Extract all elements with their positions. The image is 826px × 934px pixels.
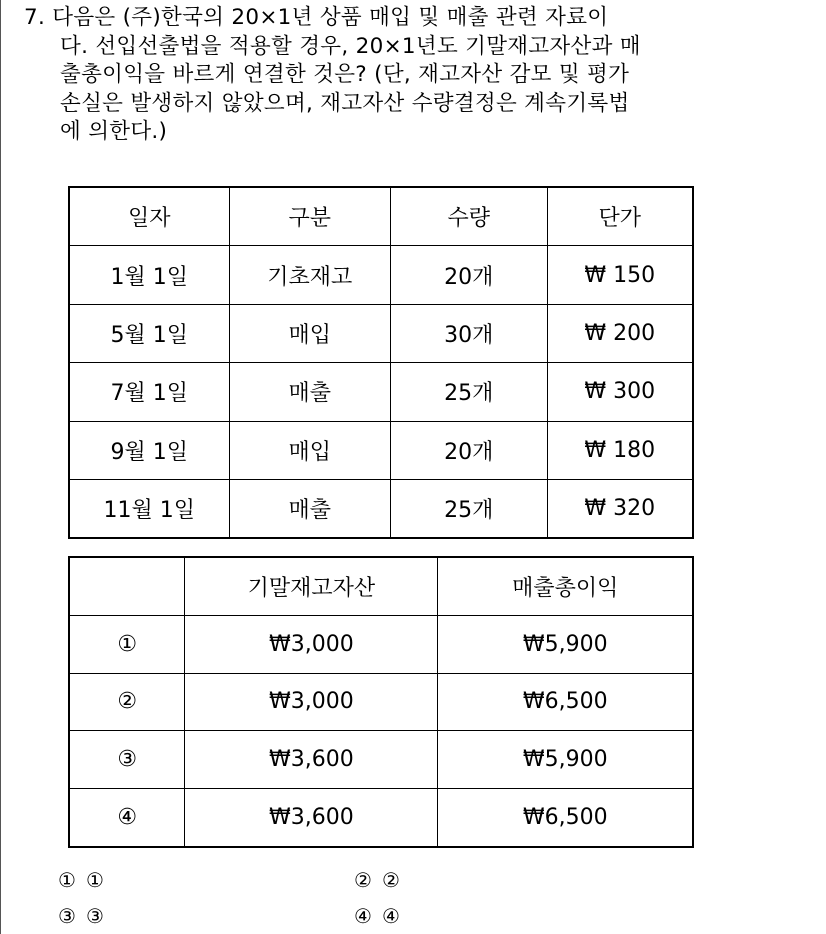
table-row — [69, 421, 693, 479]
header-type: 구분 — [229, 187, 390, 246]
cell-gross-profit: ₩6,500 — [438, 673, 693, 731]
table-row — [69, 789, 693, 847]
header-option-number — [69, 557, 185, 615]
cell-unit-price: ₩ 300 — [547, 363, 693, 421]
answer-choice-1[interactable] — [58, 862, 354, 898]
question-text — [24, 4, 814, 147]
choice-label: ④ — [381, 904, 400, 928]
cell-unit-price: ₩ 320 — [547, 479, 693, 538]
cell-quantity: 20개 — [390, 421, 547, 479]
cell-ending-inventory: ₩3,000 — [185, 673, 438, 731]
cell-date: 5월 1일 — [69, 304, 229, 362]
cell-option-number: ③ — [69, 731, 185, 789]
table-row — [69, 304, 693, 362]
cell-quantity: 30개 — [390, 304, 547, 362]
question-line: 에 의한다.) — [60, 119, 168, 144]
table-row — [69, 246, 693, 304]
table-row — [69, 363, 693, 421]
cell-option-number: ② — [69, 673, 185, 731]
cell-type: 매입 — [229, 304, 390, 362]
cell-type: 기초재고 — [229, 246, 390, 304]
choice-label: ③ — [85, 904, 104, 928]
choice-row — [58, 898, 758, 934]
choice-number: ② — [354, 868, 372, 892]
cell-type: 매출 — [229, 479, 390, 538]
choice-number: ④ — [354, 904, 372, 928]
header-gross-profit: 매출총이익 — [438, 557, 693, 615]
cell-unit-price: ₩ 200 — [547, 304, 693, 362]
table-row — [69, 615, 693, 673]
table-header-row — [69, 557, 693, 615]
table-row — [69, 673, 693, 731]
table-row — [69, 479, 693, 538]
choice-number: ① — [58, 868, 76, 892]
cell-type: 매출 — [229, 363, 390, 421]
cell-gross-profit: ₩6,500 — [438, 789, 693, 847]
transaction-table — [68, 186, 694, 539]
choice-label: ① — [85, 868, 104, 892]
cell-date: 11월 1일 — [69, 479, 229, 538]
choice-number: ③ — [58, 904, 76, 928]
answer-choice-3[interactable] — [58, 898, 354, 934]
header-ending-inventory: 기말재고자산 — [185, 557, 438, 615]
cell-unit-price: ₩ 180 — [547, 421, 693, 479]
question-line: 출총이익을 바르게 연결한 것은? (단, 재고자산 감모 및 평가 — [60, 62, 630, 87]
cell-unit-price: ₩ 150 — [547, 246, 693, 304]
question-line: 손실은 발생하지 않았으며, 재고자산 수량결정은 계속기록법 — [60, 90, 630, 116]
cell-option-number: ④ — [69, 789, 185, 847]
cell-date: 9월 1일 — [69, 421, 229, 479]
cell-quantity: 25개 — [390, 479, 547, 538]
cell-quantity: 20개 — [390, 246, 547, 304]
header-unit-price: 단가 — [547, 187, 693, 246]
options-table — [68, 556, 694, 848]
question-line: 다. 선입선출법을 적용할 경우, 20×1년도 기말재고자산과 매 — [60, 33, 641, 59]
cell-option-number: ① — [69, 615, 185, 673]
answer-choice-4[interactable] — [354, 898, 650, 934]
table-header-row — [69, 187, 693, 246]
answer-choices — [58, 862, 758, 934]
cell-type: 매입 — [229, 421, 390, 479]
cell-gross-profit: ₩5,900 — [438, 731, 693, 789]
cell-quantity: 25개 — [390, 363, 547, 421]
answer-choice-2[interactable] — [354, 862, 650, 898]
question-line: 7. 다음은 (주)한국의 20×1년 상품 매입 및 매출 관련 자료이 — [24, 5, 609, 30]
header-date: 일자 — [69, 187, 229, 246]
table-row — [69, 731, 693, 789]
choice-row — [58, 862, 758, 898]
cell-ending-inventory: ₩3,600 — [185, 731, 438, 789]
cell-date: 7월 1일 — [69, 363, 229, 421]
choice-label: ② — [381, 868, 400, 892]
cell-ending-inventory: ₩3,600 — [185, 789, 438, 847]
cell-ending-inventory: ₩3,000 — [185, 615, 438, 673]
header-quantity: 수량 — [390, 187, 547, 246]
cell-date: 1월 1일 — [69, 246, 229, 304]
cell-gross-profit: ₩5,900 — [438, 615, 693, 673]
